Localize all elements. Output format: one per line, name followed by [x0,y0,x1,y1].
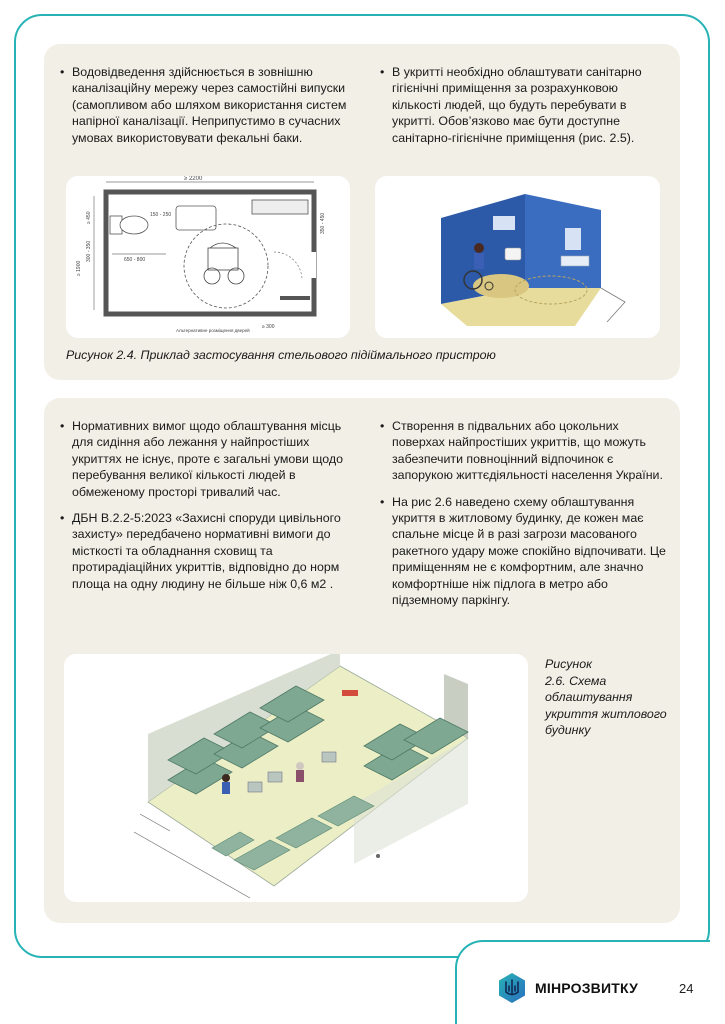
shelter-isometric-drawing [64,654,528,902]
toilet-bowl [120,216,148,234]
dim-350-450-label: 350 - 450 [320,212,326,234]
dim-width-label: ≥ 2200 [184,176,203,182]
figure-2-6-caption-line: будинку [545,723,591,737]
shelter-layout-illustration [64,654,528,902]
section2-right-bullet-1: • Створення в підвальних або цокольних поверхах найпростіших укриттів, що можуть забезпечити повноцінний відпочинок є запорукою життєдіяльності населення України. [380,418,670,484]
section1-right-bullet: • В укритті необхідно облаштувати санітарно гігієнічні приміщення за розрахунковою кількості людей, що будуть перебувати в укритті. Обов’язково має бути доступне санітарно-гігієнічне приміщення (рис. 2.5). [380,64,670,146]
section1-left-column [60,64,360,156]
floor-plan-drawing [66,176,350,338]
dim-450-label: ≥ 450 [86,211,92,224]
turning-circle [184,224,268,308]
dim-300-label: ≥ 300 [262,324,275,330]
section2-right-column [380,418,670,618]
grab-bar [280,296,310,300]
dim-150-250-label: 150 - 250 [150,212,172,218]
section1-left-bullet: • Водовідведення здійснюється в зовнішню каналізаційну мережу через самостійні випуски (самопливом або шляхом використання систем напірної каналізації. Неприпустимо в сучасних умовах використовувати фекальні баки. [60,64,360,146]
ministry-logo [497,972,638,1004]
toilet-3d [505,248,521,260]
section2-left-bullet-1: • Нормативних вимог щодо облаштування місць для сидіння або лежання у найпростіших укриттях не існує, проте є загальні умови щодо перебування великої кількості людей в обмеженому просторі тривалий час. [60,418,360,500]
bathroom-floor-plan [66,176,350,338]
page-number: 24 [679,981,694,996]
section2-left-bullet-2: • ДБН В.2.2-5:2023 «Захисні споруди цивільного захисту» передбачено нормативні вимоги до місткості та обладнання сховищ та протирадіаційних укриттів, відповідно до норм площа на одну людину не більше ніж 0,6 м2 . [60,510,360,592]
mirror-right [565,228,581,250]
ministry-brand-name: МІНРОЗВИТКУ [535,980,639,996]
figure-2-6-caption-line: облаштування [545,690,633,704]
accessible-bathroom-illustration [375,176,660,338]
figure-2-4-caption: Рисунок 2.4. Приклад застосування стельового підіймального пристрою [66,348,496,362]
vanity [561,256,589,266]
section1-right-column [380,64,670,156]
figure-2-6-caption-line: укриття житлового [545,706,667,721]
shelf [252,200,308,214]
section2-left-column [60,418,360,602]
wheelchair-icon [204,243,244,284]
figure-2-6-caption-line: 2.6. Схема [545,673,607,688]
dim-300-350-label: 300 - 350 [86,240,92,262]
dim-1900-label: ≥ 1900 [76,260,82,276]
figure-2-6-caption-line: Рисунок [545,657,592,671]
mirror-left [493,216,515,230]
drain-marker [376,854,380,858]
door-note-label: Альтернативне розміщення дверей [176,328,250,333]
bathroom-3d-drawing [375,176,660,338]
dim-650-800-label: 650 - 800 [124,257,146,263]
sink [176,206,216,230]
wall-back [525,194,601,288]
dim-line-short [140,814,170,831]
section2-right-bullet-2: • На рис 2.6 наведено схему облаштування укриття в житловому будинку, де кожен має спальне місце й в разі загрози масованого ракетного удару може спокійно відпочивати. Це приміщенням не є комфортним, але значно комфортніше ніж підлога в метро або підземному паркінгу. [380,494,670,609]
figure-2-6-caption [545,656,673,739]
door-outline [601,288,625,322]
door-gap [274,252,316,278]
trident-emblem-icon [497,972,527,1004]
